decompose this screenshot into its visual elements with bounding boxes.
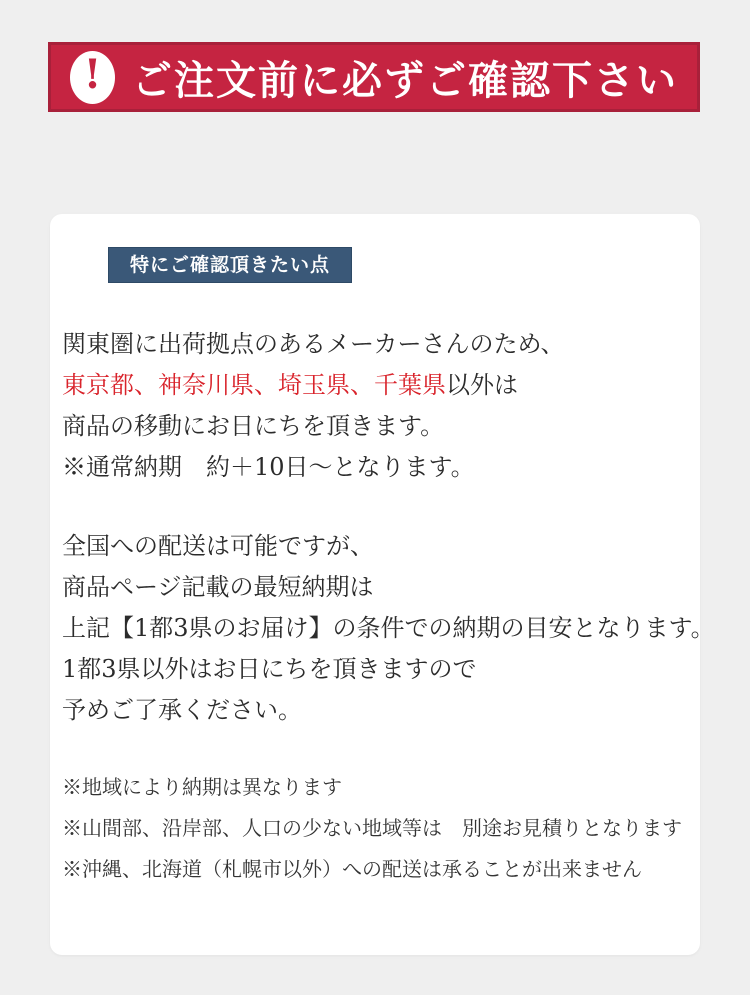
- footnote-region: ※地域により納期は異なります: [62, 775, 342, 799]
- delivery-line-2: 商品ページ記載の最短納期は: [62, 573, 374, 601]
- footnote-remote-areas: ※山間部、沿岸部、人口の少ない地域等は 別途お見積りとなります: [62, 816, 682, 840]
- banner-title: ご注文前に必ずご確認下さい: [132, 56, 678, 104]
- delivery-paragraph: [62, 526, 715, 731]
- exclamation-icon: [70, 51, 115, 104]
- delivery-line-1: 全国への配送は可能ですが、: [62, 532, 374, 560]
- footnote-okinawa-hokkaido: ※沖縄、北海道（札幌市以外）への配送は承ることが出来ません: [62, 857, 642, 881]
- intro-line-4: ※通常納期 約＋10日〜となります。: [62, 453, 475, 481]
- delivery-line-5: 予めご了承ください。: [62, 696, 302, 724]
- delivery-line-3: 上記【1都3県のお届け】の条件での納期の目安となります。: [62, 614, 715, 642]
- exclamation-glyph: !: [83, 50, 102, 98]
- intro-paragraph: [62, 324, 700, 488]
- intro-line-2: [62, 365, 700, 406]
- prefectures-highlight: 東京都、神奈川県、埼玉県、千葉県: [62, 371, 446, 399]
- notice-card: [50, 214, 715, 955]
- intro-line-2-rest: 以外は: [446, 371, 518, 399]
- delivery-line-4: 1都3県以外はお日にちを頂きますので: [62, 655, 477, 683]
- intro-line-3: 商品の移動にお日にちを頂きます。: [62, 412, 445, 440]
- footnotes: [62, 767, 700, 890]
- section-tag: 特にご確認頂きたい点: [108, 247, 352, 283]
- pre-order-confirmation-banner: [48, 42, 700, 112]
- intro-line-1: 関東圏に出荷拠点のあるメーカーさんのため、: [62, 330, 565, 358]
